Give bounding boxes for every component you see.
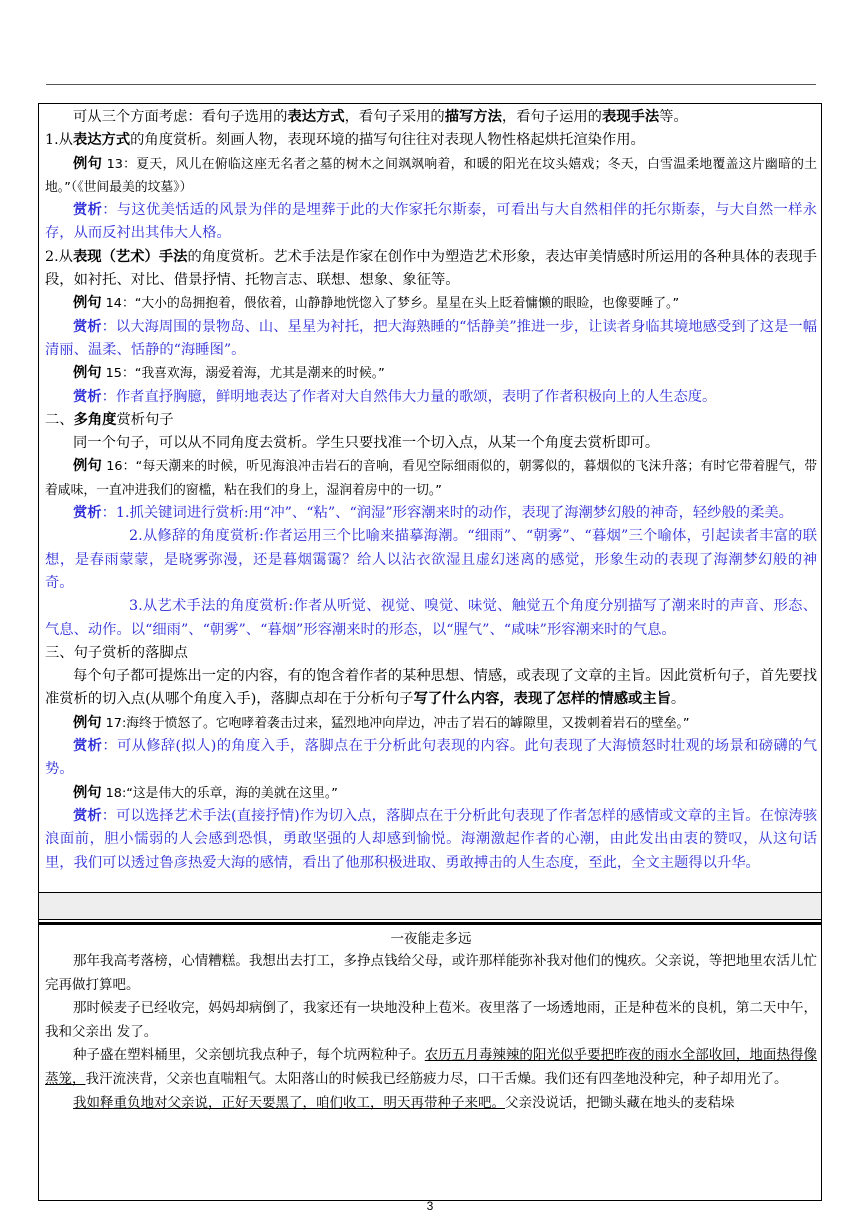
heading-3: 三、句子赏析的落脚点 <box>45 644 188 661</box>
paragraph-text: 每个句子都可提炼出一定的内容，有的饱含着作者的某种思想、情感，或表现了文章的主旨。因此赏析句子，首先要找准赏析的切入点(从哪个角度入手)，落脚点却在于分析句子 <box>45 668 817 708</box>
analysis-16-2: 2.从修辞的角度赏析:作者运用三个比喻来描摹海潮。“细雨”、“朝雾”、“暮烟”三个喻体，引起读者丰富的联想，是春雨蒙蒙，是晓雾弥漫，还是暮烟霭霭？给人以沾衣欲湿且虚幻迷离的感觉，形象生动的表现了海潮梦幻般的神奇。 <box>45 528 817 591</box>
passage-title: 一夜能走多远 <box>390 931 472 947</box>
bold-term: 表达方式 <box>287 109 345 125</box>
section-number: 2.从 <box>45 248 73 265</box>
empty-gray-row <box>39 893 821 919</box>
heading-3-paragraph <box>45 665 817 712</box>
bold-term: 表现手法 <box>601 109 660 125</box>
intro-text: ，看句子采用的 <box>344 109 445 125</box>
page-number: 3 <box>426 1199 434 1213</box>
heading-2 <box>45 409 817 432</box>
analysis-label: 赏析 <box>73 318 102 335</box>
passage-text: 我汗流浃背，父亲也直喘粗气。太阳落山的时候我已经筋疲力尽，口干舌燥。我们还有四垄地没种完，种子却用光了。 <box>85 1070 788 1087</box>
example-text: 13：夏天，风儿在俯临这座无名者之墓的树木之间飒飒响着，和暖的阳光在坟头嬉戏；冬天，白雪温柔地覆盖这片幽暗的土地。”（《世间最美的坟墓》） <box>45 156 818 195</box>
notes-box <box>38 103 822 925</box>
analysis-17 <box>45 735 817 782</box>
analysis-14 <box>45 316 817 363</box>
example-label: 例句 <box>73 458 102 475</box>
example-14 <box>45 292 817 315</box>
example-text: 16：“每天潮来的时候，听见海浪冲击岩石的音响，看见空际细雨似的，朝雾似的，暮烟似的飞沫升落；有时它带着腥气，带着咸味，一直冲进我们的窗槛，粘在我们的身上，湿润着房中的一切。” <box>45 459 817 498</box>
underlined-text: 农历五月毒辣辣的阳光似乎要把昨夜的雨水全部收回，地面热得像蒸笼， <box>45 1047 818 1087</box>
analysis-text: ：可以选择艺术手法(直接抒情)作为切入点，落脚点在于分析此句表现了作者怎样的感情或文章的主旨。在惊涛骇浪面前，胆小懦弱的人会感到恐惧，勇敢坚强的人却感到愉悦。海潮激起作者的心潮，由此发出由衷的赞叹，从这句话里，我们可以透过鲁彦热爱大海的感情，看出了他那积极进取、勇敢搏击的人生态度，至此，全文主题得以升华。 <box>45 807 818 871</box>
passage-paragraph: 那年我高考落榜，心情糟糕。我想出去打工，多挣点钱给父母，或许那样能弥补我对他们的愧疚。父亲说，等把地里农活儿忙完再做打算吧。 <box>45 953 817 993</box>
notes-content <box>45 106 817 875</box>
table-divider <box>39 922 821 924</box>
analysis-text: ：1.抓关键词进行赏析:用“冲”、“粘”、“润湿”形容潮来时的动作，表现了海潮梦幻般的神奇，轻纱般的柔美。 <box>101 505 793 522</box>
reading-passage <box>38 925 822 1200</box>
bold-term: 多角度 <box>73 411 117 428</box>
example-15 <box>45 362 817 385</box>
analysis-13 <box>45 199 817 246</box>
heading-number: 二、 <box>45 411 74 428</box>
passage-paragraph: 那时候麦子已经收完，妈妈却病倒了，我家还有一块地没种上苞米。夜里落了一场透地雨，正是种苞米的良机，第二天中午，我和父亲出 发了。 <box>45 1000 817 1040</box>
intro-text: 等。 <box>659 109 688 125</box>
passage-text: 种子盛在塑料桶里，父亲刨坑我点种子，每个坑两粒种子。 <box>73 1047 425 1064</box>
example-18 <box>45 782 817 805</box>
analysis-label: 赏析 <box>73 202 103 219</box>
analysis-text: ：可从修辞(拟人)的角度入手，落脚点在于分析此句表现的内容。此句表现了大海愤怒时壮观的场景和磅礴的气势。 <box>45 738 818 778</box>
example-13 <box>45 153 817 200</box>
section-number: 1.从 <box>45 132 73 149</box>
example-label: 例句 <box>73 295 102 312</box>
analysis-18 <box>45 805 817 875</box>
bold-term: 表达方式 <box>72 132 131 149</box>
example-text: 17:海终于愤怒了。它咆哮着袭击过来，猛烈地冲向岸边，冲击了岩石的罅隙里，又拨刺着岩石的壁垒。” <box>101 715 690 731</box>
passage-text: 父亲没说话，把锄头藏在地头的麦秸垛 <box>505 1094 735 1111</box>
example-label: 例句 <box>73 714 102 731</box>
passage-paragraph <box>45 1044 817 1091</box>
analysis-label: 赏析 <box>73 738 103 755</box>
example-label: 例句 <box>73 784 102 801</box>
heading-text: 赏析句子 <box>116 411 174 428</box>
example-label: 例句 <box>73 365 102 382</box>
bold-term: 写了什么内容，表现了怎样的情感或主旨 <box>413 691 671 708</box>
analysis-15 <box>45 386 817 409</box>
underlined-text: 我如释重负地对父亲说，正好天要黑了，咱们收工，明天再带种子来吧。 <box>73 1094 505 1111</box>
section-text: 的角度赏析。艺术手法是作家在创作中为塑造艺术形象，表达审美情感时所运用的各种具体的表现手段，如衬托、对比、借景抒情、托物言志、联想、想象、象征等。 <box>45 248 818 289</box>
heading-2-paragraph: 同一个句子，可以从不同角度去赏析。学生只要找准一个切入点，从某一个角度去赏析即可。 <box>73 435 660 452</box>
example-17 <box>45 712 817 735</box>
example-text: 15：“我喜欢海，溺爱着海，尤其是潮来的时候。” <box>101 366 385 382</box>
analysis-label: 赏析 <box>73 388 102 405</box>
analysis-text: ：作者直抒胸臆，鲜明地表达了作者对大自然伟大力量的歌颂，表明了作者积极向上的人生态度。 <box>101 388 717 405</box>
intro-text: ，看句子运用的 <box>501 109 602 125</box>
bold-term: 描写方法 <box>444 109 502 125</box>
analysis-text: ：与这优美恬适的风景为伴的是埋葬于此的大作家托尔斯泰，可看出与大自然相伴的托尔斯泰，与大自然一样永存，从而反衬出其伟大人格。 <box>45 202 818 242</box>
example-text: 18:“这是伟大的乐章，海的美就在这里。” <box>101 785 338 801</box>
intro-paragraph <box>45 106 817 129</box>
analysis-label: 赏析 <box>73 807 102 824</box>
example-label: 例句 <box>73 155 103 172</box>
analysis-16-3: 3.从艺术手法的角度赏析:作者从听觉、视觉、嗅觉、味觉、触觉五个角度分别描写了潮来时的声音、形态、气息、动作。以“细雨”、“朝雾”、“暮烟”形容潮来时的形态，以“腥气”、“咸味”形容潮来时的气息。 <box>45 598 817 638</box>
analysis-16-1 <box>45 502 817 525</box>
passage-paragraph <box>45 1092 817 1116</box>
section-1-heading <box>45 129 817 152</box>
passage-content <box>45 928 817 1115</box>
paragraph-text: 。 <box>670 691 686 708</box>
bold-term: 表现（艺术）手法 <box>72 248 188 265</box>
analysis-label: 赏析 <box>73 505 102 522</box>
table-divider <box>39 919 821 920</box>
header-rule <box>46 84 816 85</box>
example-16 <box>45 455 817 502</box>
analysis-text: ：以大海周围的景物岛、山、星星为衬托，把大海熟睡的“恬静美”推进一步，让读者身临其境地感受到了这是一幅清丽、温柔、恬静的“海睡图”。 <box>45 318 817 358</box>
section-text: 的角度赏析。刻画人物，表现环境的描写句往往对表现人物性格起烘托渲染作用。 <box>130 132 645 149</box>
section-2-heading <box>45 246 817 293</box>
example-text: 14：“大小的岛拥抱着，偎依着，山静静地恍惚入了梦乡。星星在头上眨着慵懒的眼睑，也像要睡了。” <box>101 296 680 312</box>
intro-text: 可从三个方面考虑：看句子选用的 <box>73 109 288 125</box>
